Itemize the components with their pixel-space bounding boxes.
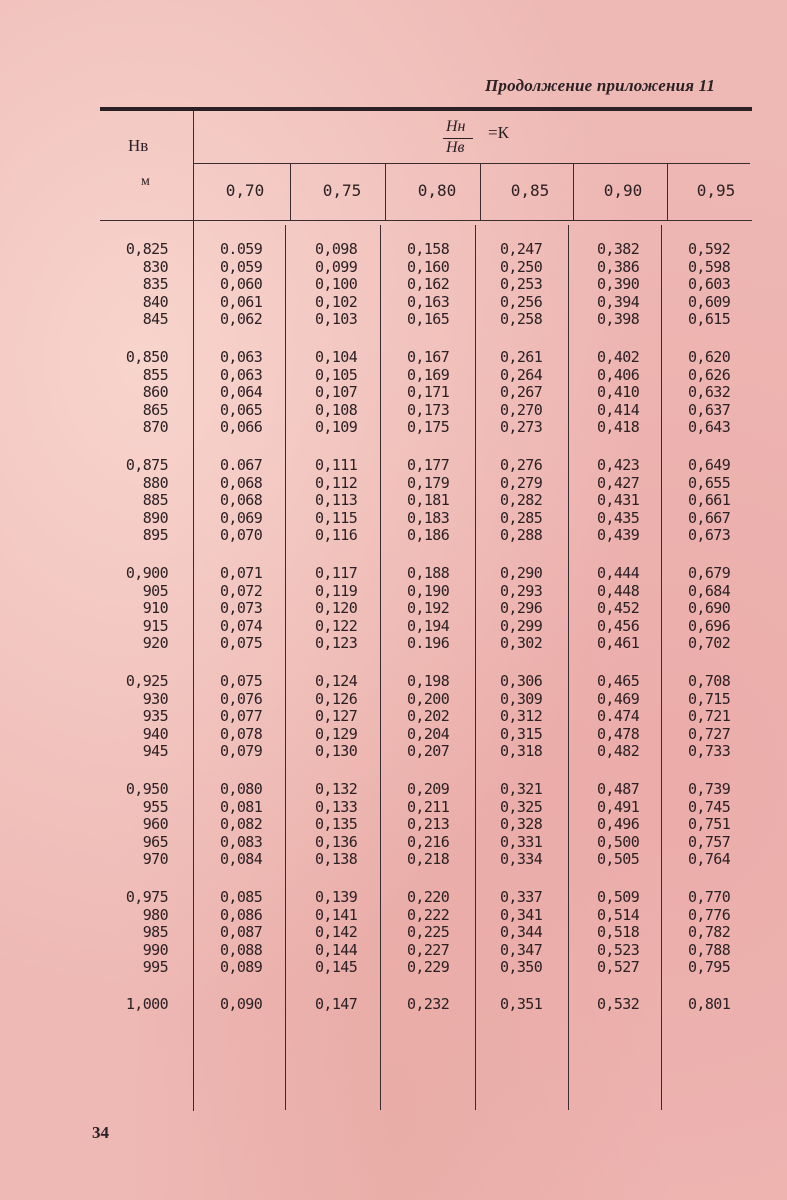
table-cell: 0,147 — [315, 995, 358, 1013]
table-cell: 0,059 — [220, 258, 263, 276]
table-cell: 0,410 — [597, 383, 640, 401]
table-cell: 0,173 — [407, 401, 450, 419]
table-cell: 0,211 — [407, 798, 450, 816]
table-cell: 0,496 — [597, 815, 640, 833]
row-label: 905 — [142, 582, 168, 600]
table-cell: 0,715 — [688, 690, 731, 708]
table-cell: 0,684 — [688, 582, 731, 600]
table-cell: 0,527 — [597, 958, 640, 976]
table-cell: 0,126 — [315, 690, 358, 708]
table-cell: 0,120 — [315, 599, 358, 617]
table-cell: 0,227 — [407, 941, 450, 959]
table-cell: 0,751 — [688, 815, 731, 833]
table-cell: 0,113 — [315, 491, 358, 509]
table-cell: 0,721 — [688, 707, 731, 725]
table-cell: 0,264 — [500, 366, 543, 384]
table-cell: 0,138 — [315, 850, 358, 868]
table-cell: 0,334 — [500, 850, 543, 868]
table-cell: 0,402 — [597, 348, 640, 366]
column-divider — [667, 163, 668, 221]
row-label: 860 — [142, 383, 168, 401]
table-cell: 0,115 — [315, 509, 358, 527]
table-cell: 0,487 — [597, 780, 640, 798]
table-cell: 0,306 — [500, 672, 543, 690]
table-cell: 0,782 — [688, 923, 731, 941]
table-cell: 0,119 — [315, 582, 358, 600]
table-cell: 0,135 — [315, 815, 358, 833]
table-cell: 0,194 — [407, 617, 450, 635]
row-label: 0,900 — [125, 564, 168, 582]
table-cell: 0,129 — [315, 725, 358, 743]
table-cell: 0,066 — [220, 418, 263, 436]
table-cell: 0,169 — [407, 366, 450, 384]
table-cell: 0,603 — [688, 275, 731, 293]
table-cell: 0,068 — [220, 491, 263, 509]
table-cell: 0,439 — [597, 526, 640, 544]
table-cell: 0,060 — [220, 275, 263, 293]
table-cell: 0,285 — [500, 509, 543, 527]
row-label: 885 — [142, 491, 168, 509]
table-cell: 0,136 — [315, 833, 358, 851]
table-cell: 0,072 — [220, 582, 263, 600]
table-cell: 0,078 — [220, 725, 263, 743]
table-cell: 0,261 — [500, 348, 543, 366]
column-divider — [290, 163, 291, 221]
column-header: 0,85 — [510, 181, 550, 200]
table-cell: 0,142 — [315, 923, 358, 941]
table-cell: 0,204 — [407, 725, 450, 743]
running-head: Продолжение приложения 11 — [485, 76, 716, 95]
table-cell: 0,220 — [407, 888, 450, 906]
table-cell: 0,112 — [315, 474, 358, 492]
table-cell: 0,075 — [220, 634, 263, 652]
table-cell: 0,188 — [407, 564, 450, 582]
table-cell: 0,337 — [500, 888, 543, 906]
table-cell: 0,183 — [407, 509, 450, 527]
table-cell: 0,386 — [597, 258, 640, 276]
table-cell: 0,074 — [220, 617, 263, 635]
table-cell: 0,109 — [315, 418, 358, 436]
table-cell: 0,406 — [597, 366, 640, 384]
row-label: 935 — [142, 707, 168, 725]
table-cell: 0,076 — [220, 690, 263, 708]
table-cell: 0,218 — [407, 850, 450, 868]
table-cell: 0,673 — [688, 526, 731, 544]
table-cell: 0,523 — [597, 941, 640, 959]
table-cell: 0,795 — [688, 958, 731, 976]
table-cell: 0,229 — [407, 958, 450, 976]
row-label: 890 — [142, 509, 168, 527]
table-cell: 0,133 — [315, 798, 358, 816]
row-label: 0,825 — [125, 240, 168, 258]
column-divider — [480, 163, 481, 221]
table-cell: 0,070 — [220, 526, 263, 544]
table-cell: 0,423 — [597, 456, 640, 474]
row-label: 990 — [142, 941, 168, 959]
row-label: 840 — [142, 293, 168, 311]
table-cell: 0,500 — [597, 833, 640, 851]
table-cell: 0,282 — [500, 491, 543, 509]
table-cell: 0,102 — [315, 293, 358, 311]
table-cell: 0,202 — [407, 707, 450, 725]
row-label: 895 — [142, 526, 168, 544]
table-cell: 0,192 — [407, 599, 450, 617]
table-cell: 0,637 — [688, 401, 731, 419]
table-cell: 0,073 — [220, 599, 263, 617]
table-cell: 0,394 — [597, 293, 640, 311]
table-cell: 0,075 — [220, 672, 263, 690]
table-cell: 0,801 — [688, 995, 731, 1013]
table-cell: 0,331 — [500, 833, 543, 851]
table-cell: 0,258 — [500, 310, 543, 328]
table-cell: 0,414 — [597, 401, 640, 419]
column-divider — [475, 225, 476, 1110]
row-label: 855 — [142, 366, 168, 384]
table-cell: 0,350 — [500, 958, 543, 976]
table-cell: 0,144 — [315, 941, 358, 959]
header-bottom-rule — [100, 220, 752, 221]
table-cell: 0,273 — [500, 418, 543, 436]
table-cell: 0,302 — [500, 634, 543, 652]
table-cell: 0,296 — [500, 599, 543, 617]
row-label: 830 — [142, 258, 168, 276]
table-cell: 0,382 — [597, 240, 640, 258]
table-cell: 0,532 — [597, 995, 640, 1013]
table-cell: 0,087 — [220, 923, 263, 941]
table-cell: 0,083 — [220, 833, 263, 851]
table-cell: 0,696 — [688, 617, 731, 635]
table-cell: 0,130 — [315, 742, 358, 760]
table-cell: 0,643 — [688, 418, 731, 436]
table-cell: 0,690 — [688, 599, 731, 617]
table-cell: 0,615 — [688, 310, 731, 328]
table-cell: 0,071 — [220, 564, 263, 582]
table-cell: 0,116 — [315, 526, 358, 544]
table-cell: 0,649 — [688, 456, 731, 474]
table-cell: 0,225 — [407, 923, 450, 941]
table-cell: 0,321 — [500, 780, 543, 798]
page-number: 34 — [92, 1123, 109, 1142]
table-cell: 0,122 — [315, 617, 358, 635]
table-cell: 0,293 — [500, 582, 543, 600]
ratio-numerator: Нн — [446, 118, 466, 135]
table-cell: 0,279 — [500, 474, 543, 492]
table-cell: 0,099 — [315, 258, 358, 276]
table-cell: 0,062 — [220, 310, 263, 328]
row-label: 0,925 — [125, 672, 168, 690]
table-cell: 0,232 — [407, 995, 450, 1013]
row-label: 920 — [142, 634, 168, 652]
column-divider — [193, 111, 194, 1111]
table-cell: 0,461 — [597, 634, 640, 652]
table-cell: 0,069 — [220, 509, 263, 527]
row-label: 995 — [142, 958, 168, 976]
row-label: 870 — [142, 418, 168, 436]
table-cell: 0,776 — [688, 906, 731, 924]
table-cell: 0,344 — [500, 923, 543, 941]
column-divider — [568, 225, 569, 1110]
row-label: 845 — [142, 310, 168, 328]
table-cell: 0,427 — [597, 474, 640, 492]
table-cell: 0,077 — [220, 707, 263, 725]
table-cell: 0,179 — [407, 474, 450, 492]
table-cell: 0,290 — [500, 564, 543, 582]
row-label-symbol: Нв — [128, 136, 149, 155]
table-cell: 0,757 — [688, 833, 731, 851]
table-cell: 0,080 — [220, 780, 263, 798]
table-cell: 0.067 — [220, 456, 263, 474]
table-cell: 0.059 — [220, 240, 263, 258]
table-cell: 0,702 — [688, 634, 731, 652]
table-cell: 0,145 — [315, 958, 358, 976]
row-label: 0,975 — [125, 888, 168, 906]
table-cell: 0,190 — [407, 582, 450, 600]
column-divider — [661, 225, 662, 1110]
table-cell: 0,061 — [220, 293, 263, 311]
table-cell: 0,207 — [407, 742, 450, 760]
column-header: 0,75 — [322, 181, 362, 200]
row-label: 970 — [142, 850, 168, 868]
table-cell: 0,079 — [220, 742, 263, 760]
table-cell: 0,175 — [407, 418, 450, 436]
top-rule — [100, 107, 752, 111]
table-cell: 0,390 — [597, 275, 640, 293]
column-divider — [380, 225, 381, 1110]
table-cell: 0,299 — [500, 617, 543, 635]
table-cell: 0,177 — [407, 456, 450, 474]
table-cell: 0,708 — [688, 672, 731, 690]
row-label: 910 — [142, 599, 168, 617]
table-cell: 0,509 — [597, 888, 640, 906]
table-cell: 0,139 — [315, 888, 358, 906]
table-cell: 0,213 — [407, 815, 450, 833]
table-cell: 0,123 — [315, 634, 358, 652]
table-cell: 0,482 — [597, 742, 640, 760]
table-cell: 0,267 — [500, 383, 543, 401]
table-cell: 0,186 — [407, 526, 450, 544]
table-cell: 0,162 — [407, 275, 450, 293]
table-cell: 0.196 — [407, 634, 450, 652]
table-cell: 0,063 — [220, 348, 263, 366]
column-divider — [385, 163, 386, 221]
table-cell: 0,770 — [688, 888, 731, 906]
column-divider — [285, 225, 286, 1110]
table-cell: 0,518 — [597, 923, 640, 941]
table-cell: 0,745 — [688, 798, 731, 816]
table-cell: 0,598 — [688, 258, 731, 276]
row-label: 965 — [142, 833, 168, 851]
row-label: 835 — [142, 275, 168, 293]
table-cell: 0,141 — [315, 906, 358, 924]
table-cell: 0,325 — [500, 798, 543, 816]
table-cell: 0,181 — [407, 491, 450, 509]
table-cell: 0,216 — [407, 833, 450, 851]
table-cell: 0,107 — [315, 383, 358, 401]
table-cell: 0,418 — [597, 418, 640, 436]
table-cell: 0,124 — [315, 672, 358, 690]
table-cell: 0,452 — [597, 599, 640, 617]
table-cell: 0,209 — [407, 780, 450, 798]
table-cell: 0,347 — [500, 941, 543, 959]
table-cell: 0,270 — [500, 401, 543, 419]
table-cell: 0,167 — [407, 348, 450, 366]
table-cell: 0,103 — [315, 310, 358, 328]
table-cell: 0,200 — [407, 690, 450, 708]
table-cell: 0,065 — [220, 401, 263, 419]
table-cell: 0,609 — [688, 293, 731, 311]
table-cell: 0,514 — [597, 906, 640, 924]
table-cell: 0,351 — [500, 995, 543, 1013]
table-cell: 0,250 — [500, 258, 543, 276]
table-cell: 0,456 — [597, 617, 640, 635]
table-cell: 0,088 — [220, 941, 263, 959]
table-cell: 0,398 — [597, 310, 640, 328]
table-cell: 0,068 — [220, 474, 263, 492]
table-cell: 0,108 — [315, 401, 358, 419]
table-cell: 0,312 — [500, 707, 543, 725]
table-cell: 0,491 — [597, 798, 640, 816]
table-cell: 0,089 — [220, 958, 263, 976]
table-cell: 0,469 — [597, 690, 640, 708]
table-cell: 0,444 — [597, 564, 640, 582]
table-cell: 0,661 — [688, 491, 731, 509]
table-cell: 0,788 — [688, 941, 731, 959]
table-cell: 0,505 — [597, 850, 640, 868]
table-cell: 0,064 — [220, 383, 263, 401]
table-cell: 0,679 — [688, 564, 731, 582]
table-cell: 0,667 — [688, 509, 731, 527]
table-cell: 0,592 — [688, 240, 731, 258]
table-cell: 0,165 — [407, 310, 450, 328]
column-divider — [573, 163, 574, 221]
table-cell: 0,132 — [315, 780, 358, 798]
table-cell: 0,478 — [597, 725, 640, 743]
table-cell: 0,435 — [597, 509, 640, 527]
table-cell: 0,431 — [597, 491, 640, 509]
table-cell: 0,105 — [315, 366, 358, 384]
table-cell: 0,063 — [220, 366, 263, 384]
table-cell: 0,085 — [220, 888, 263, 906]
table-cell: 0,655 — [688, 474, 731, 492]
table-cell: 0,626 — [688, 366, 731, 384]
table-cell: 0,104 — [315, 348, 358, 366]
row-label-unit: м — [141, 174, 150, 189]
table-cell: 0,081 — [220, 798, 263, 816]
table-cell: 0,733 — [688, 742, 731, 760]
table-cell: 0,341 — [500, 906, 543, 924]
table-cell: 0,276 — [500, 456, 543, 474]
table-cell: 0,253 — [500, 275, 543, 293]
row-label: 960 — [142, 815, 168, 833]
row-label: 865 — [142, 401, 168, 419]
table-cell: 0,315 — [500, 725, 543, 743]
column-header: 0,95 — [696, 181, 736, 200]
table-cell: 0,727 — [688, 725, 731, 743]
row-label: 0,950 — [125, 780, 168, 798]
table-cell: 0,309 — [500, 690, 543, 708]
column-header: 0,90 — [603, 181, 643, 200]
row-label: 0,875 — [125, 456, 168, 474]
table-cell: 0.474 — [597, 707, 640, 725]
table-cell: 0,100 — [315, 275, 358, 293]
column-header: 0,70 — [225, 181, 265, 200]
table-cell: 0,098 — [315, 240, 358, 258]
row-label: 985 — [142, 923, 168, 941]
row-label: 955 — [142, 798, 168, 816]
table-cell: 0,160 — [407, 258, 450, 276]
table-cell: 0,465 — [597, 672, 640, 690]
table-cell: 0,247 — [500, 240, 543, 258]
table-cell: 0,086 — [220, 906, 263, 924]
row-label: 1,000 — [125, 995, 168, 1013]
table-cell: 0,163 — [407, 293, 450, 311]
table-cell: 0,084 — [220, 850, 263, 868]
table-cell: 0,318 — [500, 742, 543, 760]
table-cell: 0,111 — [315, 456, 358, 474]
row-label: 880 — [142, 474, 168, 492]
row-label: 930 — [142, 690, 168, 708]
table-cell: 0,764 — [688, 850, 731, 868]
row-label: 940 — [142, 725, 168, 743]
table-cell: 0,158 — [407, 240, 450, 258]
table-cell: 0,171 — [407, 383, 450, 401]
table-cell: 0,620 — [688, 348, 731, 366]
table-cell: 0,090 — [220, 995, 263, 1013]
table-cell: 0,222 — [407, 906, 450, 924]
table-cell: 0,082 — [220, 815, 263, 833]
ratio-equals: =К — [488, 123, 509, 142]
table-cell: 0,328 — [500, 815, 543, 833]
row-label: 915 — [142, 617, 168, 635]
table-cell: 0,632 — [688, 383, 731, 401]
row-label: 980 — [142, 906, 168, 924]
ratio-denominator: Нв — [446, 139, 465, 156]
table-cell: 0,448 — [597, 582, 640, 600]
table-cell: 0,127 — [315, 707, 358, 725]
table-cell: 0,288 — [500, 526, 543, 544]
row-label: 0,850 — [125, 348, 168, 366]
column-header: 0,80 — [417, 181, 457, 200]
row-label: 945 — [142, 742, 168, 760]
table-cell: 0,198 — [407, 672, 450, 690]
table-cell: 0,117 — [315, 564, 358, 582]
table-cell: 0,256 — [500, 293, 543, 311]
table-cell: 0,739 — [688, 780, 731, 798]
